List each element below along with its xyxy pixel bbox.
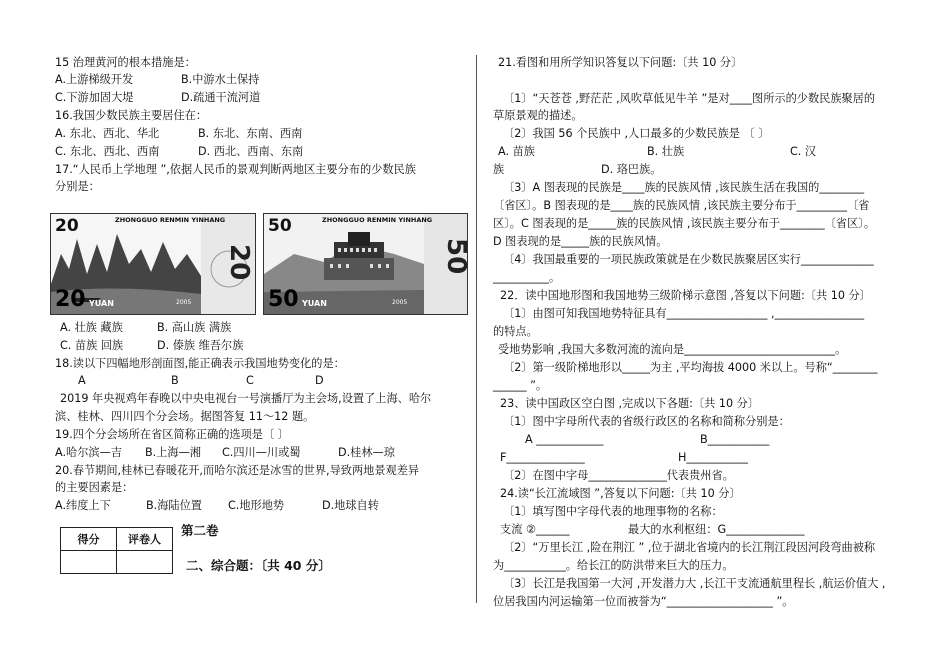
q23-stem: 23、读中国政区空白图 ,完成以下各题:〔共 10 分〕 [500,397,760,410]
banknote-20-year: 2005 [176,299,192,306]
score-header: 得分 [61,528,117,551]
q21-option-d: D. 珞巴族。 [601,163,662,176]
q24-part3-line1: 〔3〕长江是我国第一大河 ,开发潜力大 ,长江干支流通航里程长 ,航运价值大 , [503,577,886,590]
q19-option-a: A.哈尔滨—吉 [55,446,122,459]
q15-stem: 15 治理黄河的根本措施是： [55,56,196,69]
q17-stem-line2: 分别是： [55,180,100,193]
banknote-50-image [263,213,471,315]
q17-option-b: B. 高山族 满族 [157,321,232,334]
q24-blank-tributary[interactable]: 支流 ②______ [500,523,570,536]
banknote-50-side-number: 50 [441,238,471,275]
q22-part1-line3: 受地势影响 ,我国大多数河流的流向是___________________________。 [498,343,847,356]
grader-cell[interactable] [117,551,173,574]
q19-stem: 19.四个分会场所在省区简称正确的选项是〔 〕 [55,428,289,441]
q17-option-c: C. 苗族 回族 [60,339,124,352]
q20-option-b: B.海陆位置 [146,499,202,512]
q23-blank-f[interactable]: F______________ [500,451,585,464]
q20-stem-line2: 的主要因素是： [55,481,134,494]
q15-option-a: A.上游梯级开发 [55,73,134,86]
q16-option-a: A. 东北、西北、华北 [55,127,160,140]
banknote-50-number: 50 [268,216,292,236]
q24-part3-line2: 位居我国内河运输第一位而被誉为“___________________ ”。 [493,595,794,608]
q21-part1-line1: 〔1〕“天苍苍 ,野茫茫 ,风吹草低见牛羊 ”是对____图所示的少数民族聚居的 [503,92,876,105]
q16-stem: 16.我国少数民族主要居住在： [55,109,208,122]
q23-part1: 〔1〕图中字母所代表的省级行政区的名称和简称分别是： [503,415,790,428]
q15-option-d: D.疏通干流河道 [181,91,261,104]
q21-option-a: A. 苗族 [498,145,535,158]
q21-part4-line1: 〔4〕我国最重要的一项民族政策就是在少数民族聚居区实行_____________ [503,253,874,266]
q21-part3-line1: 〔3〕A 图表现的民族是____族的民族风情 ,该民族生活在我国的________ [503,181,865,194]
banknote-50-year: 2005 [392,299,408,306]
banknote-50-number-large: 50 [268,287,299,312]
q19-option-c: C.四川—川或蜀 [222,446,301,459]
q21-option-c: C. 汉 [790,145,817,158]
banknote-20-image [50,213,256,315]
q15-option-b: B.中游水土保持 [181,73,260,86]
score-cell[interactable] [61,551,117,574]
q18-option-a: A [78,374,86,387]
q16-option-d: D. 西北、西南、东南 [198,145,304,158]
column-divider [476,55,477,603]
q24-part1: 〔1〕填写图中字母代表的地理事物的名称： [503,505,723,518]
q22-stem: 22．读中国地形图和我国地势三级阶梯示意图 ,答复以下问题:〔共 10 分〕 [500,289,871,302]
q21-option-c-cont: 族 [493,163,505,176]
banknote-50-brand: ZHONGGUO RENMIN YINHANG [322,216,433,224]
part-two-title: 第二卷 [181,523,219,538]
score-table [60,527,173,574]
q21-part3-line4: D 图表现的是_____族的民族风情。 [493,235,668,248]
q20-stem-line1: 20.春节期间,桂林已春暖花开,而哈尔滨还是冰雪的世界,导致两地景观差异 [55,464,420,477]
banknote-50-unit: YUAN [302,299,327,308]
q21-part4-line2: __________。 [493,271,561,284]
grader-header: 评卷人 [117,528,173,551]
banknote-20-unit: YUAN [89,299,114,308]
q24-stem: 24.读“长江流域图 ”,答复以下问题:〔共 10 分〕 [500,487,741,500]
q21-part3-line2: 〔省区〕。B 图表现的是____族的民族风情 ,该民族主要分布于_________〔省 [493,199,870,212]
q24-part2-line1: 〔2〕“万里长江 ,险在荆江 ” ,位于湖北省境内的长江荆江段因河段弯曲被称 [503,541,876,554]
q16-option-c: C. 东北、西北、西南 [55,145,160,158]
q16-option-b: B. 东北、东南、西南 [198,127,303,140]
q17-stem-line1: 17.“人民币上学地理 ”,依据人民币的景观判断两地区主要分布的少数民族 [55,163,416,176]
q15-option-c: C.下游加固大堤 [55,91,134,104]
q24-blank-hydro-hub[interactable]: 最大的水利枢纽：G______________ [628,523,805,536]
banknote-20-number-large: 20 [55,287,86,312]
q19-option-d: D.桂林—琼 [338,446,395,459]
q23-part2: 〔2〕在图中字母______________代表贵州省。 [503,469,734,482]
q23-blank-b[interactable]: B___________ [700,433,770,446]
q21-part1-line2: 草原景观的描述。 [493,109,583,122]
q18-stem: 18.读以下四幅地形剖面图,能正确表示我国地势变化的是： [55,357,345,370]
intro-line2: 滨、桂林、四川四个分会场。据图答复 11～12 题。 [55,410,315,423]
q21-part2: 〔2〕我国 56 个民族中 ,人口最多的少数民族是 〔 〕 [503,127,770,140]
banknote-20-number: 20 [55,216,79,236]
q22-part1-line1: 〔1〕由图可知我国地势特征具有__________________ ,________________ [503,307,865,320]
q21-option-b: B. 壮族 [647,145,685,158]
q20-option-c: C.地形地势 [228,499,285,512]
q17-option-a: A. 壮族 藏族 [60,321,123,334]
q21-stem: 21.看图和用所学知识答复以下问题:〔共 10 分〕 [498,56,743,69]
q23-blank-a[interactable]: A ____________ [525,433,604,446]
intro-line1: 2019 年央视鸡年春晚以中央电视台一号演播厅为主会场,设置了上海、哈尔 [60,392,432,405]
banknote-20-side-number: 20 [224,244,254,281]
q23-blank-h[interactable]: H___________ [678,451,748,464]
q22-part1-line2: 的特点。 [493,325,538,338]
q24-part2-line2: 为___________。给长江的防洪带来巨大的压力。 [493,559,734,572]
banknote-20-brand: ZHONGGUO RENMIN YINHANG [115,216,226,224]
q18-option-b: B [171,374,179,387]
q22-part2-line1: 〔2〕第一级阶梯地形以_____为主 ,平均海拔 4000 米以上。号称“________ [503,361,878,374]
q20-option-a: A.纬度上下 [55,499,111,512]
q18-option-d: D [315,374,324,387]
q17-option-d: D. 傣族 维吾尔族 [157,339,244,352]
section-title: 二、综合题：〔共 40 分〕 [186,558,331,573]
q22-part2-line2: ______ ”。 [493,379,548,392]
q18-option-c: C [246,374,254,387]
q19-option-b: B.上海—湘 [145,446,201,459]
q20-option-d: D.地球自转 [322,499,379,512]
q21-part3-line3: 区〕。C 图表现的是_____族的民族风情 ,该民族主要分布于________〔省区〕。 [493,217,876,230]
